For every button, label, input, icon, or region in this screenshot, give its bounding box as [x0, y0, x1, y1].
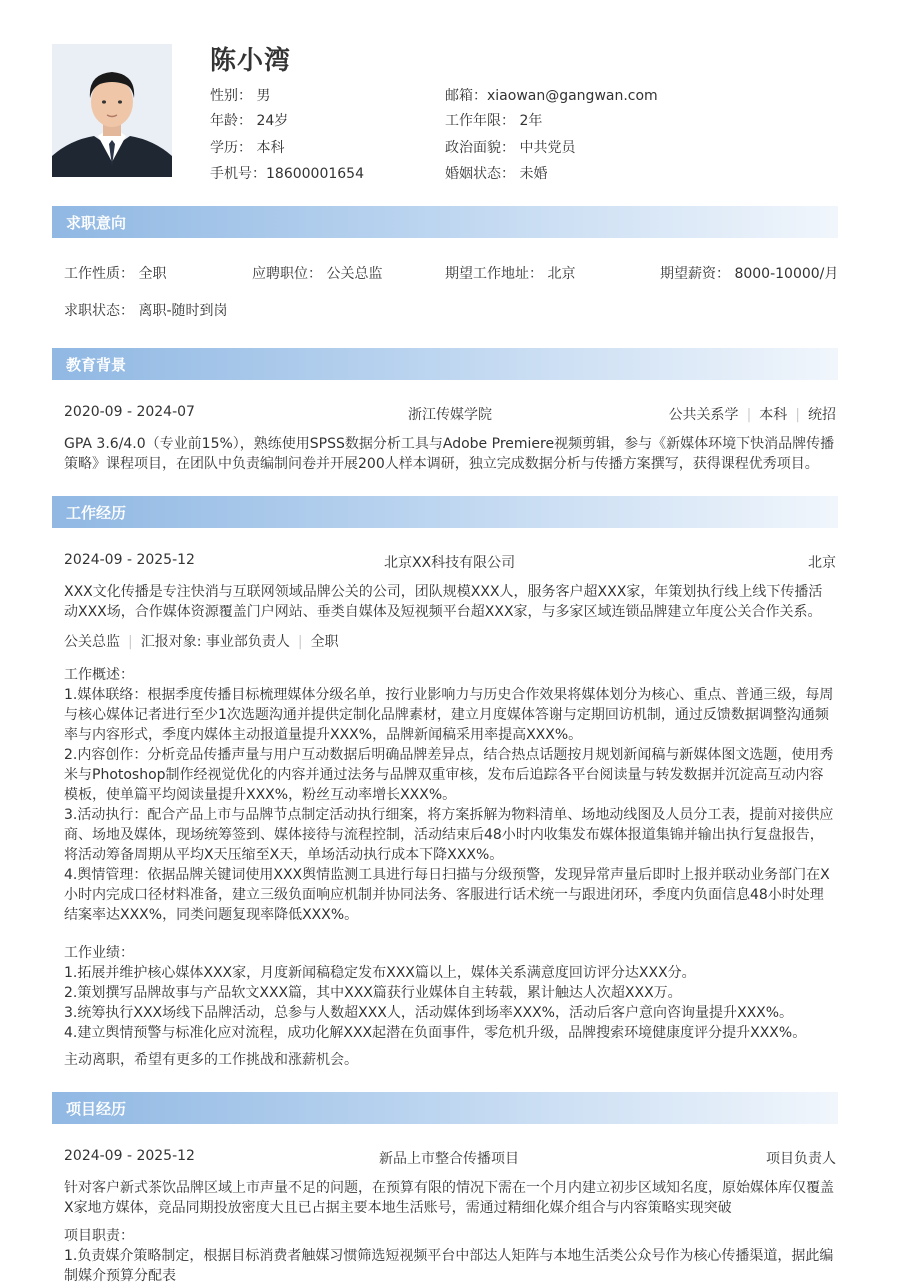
avatar-illustration: [52, 44, 172, 177]
age: 年龄： 24岁: [210, 113, 289, 129]
work-years: 工作年限： 2年: [445, 113, 543, 129]
performance-item: 1.拓展并维护核心媒体XXX家，月度新闻稿稳定发布XXX篇以上，媒体关系满意度回访评分达XXX分。: [64, 965, 696, 981]
section-header-project: [52, 1092, 838, 1124]
company-intro: XXX文化传播是专注快消与互联网领域品牌公关的公司，团队规模XXX人，服务客户超XXX家，年策划执行线上线下传播活动XXX场，合作媒体资源覆盖门户网站、垂类自媒体及短视频平台超XXX家，与多家区域连锁品牌建立年度公关合作关系。: [64, 584, 823, 620]
education-degree: 本科: [759, 407, 788, 423]
section-header-work: [52, 496, 838, 528]
education-major: 公共关系学: [668, 407, 739, 423]
duties-label: 工作概述：: [64, 667, 134, 683]
project-period: 2024-09 - 2025-12: [64, 1148, 195, 1164]
education-mode: 统招: [808, 407, 836, 423]
divider: |: [128, 634, 133, 650]
divider: |: [795, 407, 800, 423]
performance-item: 3.统筹执行XXX场线下品牌活动，总参与人数超XXX人，活动媒体到场率XXX%，活动后客户意向咨询量提升XXX%。: [64, 1005, 794, 1021]
project-duties: [64, 1226, 836, 1286]
performance-label: 工作业绩：: [64, 945, 134, 961]
work-period: 2024-09 - 2025-12: [64, 552, 195, 568]
education-school: 浙江传媒学院: [408, 407, 492, 423]
work-kind: 全职: [310, 634, 339, 650]
education-description: GPA 3.6/4.0（专业前15%），熟练使用SPSS数据分析工具与Adobe Premiere视频剪辑，参与《新媒体环境下快消品牌传播策略》课程项目，在团队中负责编制问卷并开展200人样本调研，独立完成数据分析与传播方案撰写，获得课程优秀项目。: [64, 436, 835, 472]
work-duties: [64, 665, 836, 925]
phone: 手机号：18600001654: [210, 166, 364, 182]
gender: 性别： 男: [210, 88, 271, 104]
project-description: 针对客户新式茶饮品牌区域上市声量不足的问题，在预算有限的情况下需在一个月内建立初步区域知名度，原始媒体库仅覆盖X家地方媒体，竞品同期投放密度大且已占据主要本地生活账号，需通过精细化媒介组合与内容策略实现突破: [64, 1180, 834, 1216]
duty-item: 2.内容创作：分析竞品传播声量与用户互动数据后明确品牌差异点，结合热点话题按月规划新闻稿与新媒体图文选题，使用秀米与Photoshop制作经视觉优化的内容并通过法务与品牌双重审核，发布后追踪各平台阅读量与转发数据并沉淀高互动内容模板，使单篇平均阅读量提升XXX%，粉丝互动率增长XXX%。: [64, 747, 834, 803]
duty-item: 3.活动执行：配合产品上市与品牌节点制定活动执行细案，将方案拆解为物料清单、场地动线图及人员分工表，提前对接供应商、场地及媒体，现场统筹签到、媒体接待与流程控制，活动结束后48小时内收集发布媒体报道集锦并输出执行复盘报告，将活动筹备周期从平均X天压缩至X天，单场活动执行成本下降XXX%。: [64, 807, 834, 863]
education-period: 2020-09 - 2024-07: [64, 404, 195, 420]
project-duties-label: 项目职责：: [64, 1228, 134, 1244]
performance-item: 4.建立舆情预警与标准化应对流程，成功化解XXX起潜在负面事件，零危机升级，品牌搜索环境健康度评分提升XXX%。: [64, 1025, 807, 1041]
intent-location: 期望工作地址： 北京: [445, 266, 576, 282]
political-status: 政治面貌： 中共党员: [445, 140, 576, 156]
work-meta-row: [64, 631, 339, 651]
section-header-intent: [52, 206, 838, 238]
work-report: 汇报对象: 事业部负责人: [140, 634, 290, 650]
section-title: 工作经历: [66, 504, 127, 522]
project-name: 新品上市整合传播项目: [379, 1151, 519, 1167]
section-title: 项目经历: [66, 1100, 127, 1118]
project-role: 项目负责人: [766, 1151, 836, 1167]
intent-position: 应聘职位： 公关总监: [252, 266, 383, 282]
work-performance: [64, 943, 836, 1043]
work-title: 公关总监: [64, 634, 120, 650]
intent-type: 工作性质： 全职: [64, 266, 167, 282]
divider: |: [746, 407, 752, 423]
divider: |: [297, 634, 303, 650]
project-duty-item: 1.负责媒介策略制定，根据目标消费者触媒习惯筛选短视频平台中部达人矩阵与本地生活类公众号作为核心传播渠道，据此编制媒介预算分配表: [64, 1248, 834, 1284]
work-company: 北京XX科技有限公司: [384, 555, 516, 571]
section-title: 教育背景: [66, 356, 127, 374]
education-level: 学历： 本科: [210, 140, 285, 156]
duty-item: 4.舆情管理：依据品牌关键词使用XXX舆情监测工具进行每日扫描与分级预警，发现异常声量后即时上报并联动业务部门在X小时内完成口径材料准备，建立三级负面响应机制并协同法务、客服进行话术统一与跟进闭环，季度内负面信息48小时处理结案率达XXX%，同类问题复现率降低XXX%。: [64, 867, 830, 923]
work-city: 北京: [808, 555, 836, 571]
email: 邮箱：xiaowan@gangwan.com: [445, 88, 658, 104]
section-header-education: [52, 348, 838, 380]
intent-status: 求职状态： 离职-随时到岗: [64, 303, 228, 319]
section-title: 求职意向: [66, 214, 127, 232]
marital-status: 婚姻状态： 未婚: [445, 166, 548, 182]
education-major-row: [669, 404, 836, 424]
duty-item: 1.媒体联络：根据季度传播目标梳理媒体分级名单，按行业影响力与历史合作效果将媒体划分为核心、重点、普通三级，每周与核心媒体记者进行至少1次选题沟通并提供定制化品牌素材，建立月度媒体答谢与定期回访机制，通过反馈数据调整沟通频率与内容形式，季度内媒体主动报道量提升XXX%，品牌新闻稿采用率提高XXX%。: [64, 687, 834, 743]
profile-photo: [52, 44, 172, 177]
performance-item: 2.策划撰写品牌故事与产品软文XXX篇，其中XXX篇获行业媒体自主转载，累计触达人次超XXX万。: [64, 985, 682, 1001]
intent-salary: 期望薪资： 8000-10000/月: [660, 266, 839, 282]
candidate-name: 陈小湾: [210, 46, 292, 76]
leave-reason: 主动离职，希望有更多的工作挑战和涨薪机会。: [64, 1052, 358, 1068]
